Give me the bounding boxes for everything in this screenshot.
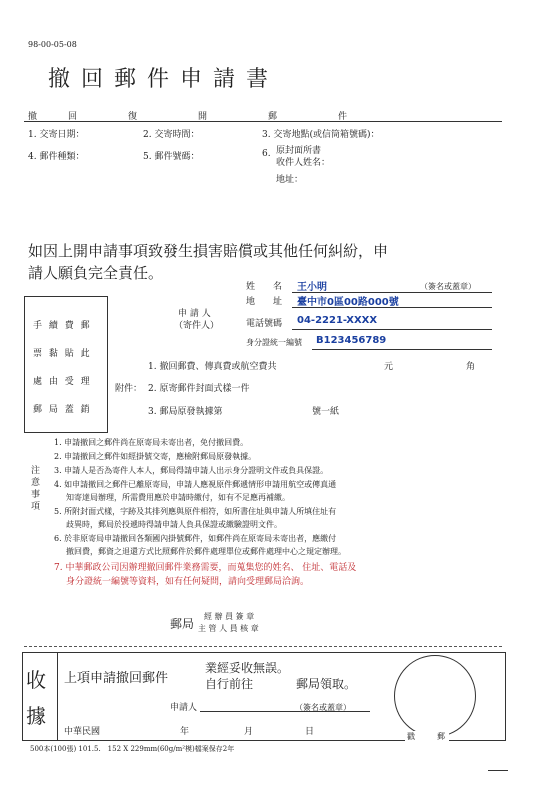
note-7-cont: 身分證統一編號等資料，如有任何疑問，請向受理郵局洽詢。 xyxy=(66,577,310,587)
field-send-date[interactable]: 1. 交寄日期： xyxy=(28,130,85,140)
field-mail-number[interactable]: 5. 郵件號碼： xyxy=(143,152,200,162)
receipt-big-char-2: 據 xyxy=(26,704,46,728)
applicant-sublabel: （寄件人） xyxy=(174,321,220,331)
postmark-label: 戳 郵 xyxy=(407,732,447,741)
receipt-big-char-1: 收 xyxy=(26,668,46,692)
applicant-label: 申 請 人 xyxy=(178,309,211,319)
receipt-applicant: 申請人 xyxy=(170,703,198,713)
receipt-day: 日 xyxy=(305,727,315,737)
declaration-line-2: 請人願負完全責任。 xyxy=(28,264,164,282)
field-send-time[interactable]: 2. 交寄時間： xyxy=(143,130,200,140)
name-label: 姓 名 xyxy=(246,282,283,292)
receipt-sign-note: （簽名或蓋章） xyxy=(295,703,351,712)
postmark-circle xyxy=(394,655,476,737)
receipt-line-2a: 業經妥收無誤。 xyxy=(205,661,290,675)
notes-label: 注 意 事 項 xyxy=(31,466,41,512)
stamp-box-row-1: 手 續 費 郵 xyxy=(33,321,92,331)
form-code: 98-00-05-08 xyxy=(28,40,77,49)
note-4-cont: 知寄達局辦理，所需費用應於申請時繳付，如有不足應再補繳。 xyxy=(66,493,290,502)
stamp-box-row-2: 票 黏 貼 此 xyxy=(33,349,92,359)
field-6-label-a: 原封面所書 xyxy=(276,146,322,156)
attach-item-3-unit: 號一紙 xyxy=(312,407,340,417)
note-2: 2. 申請撤回之郵件如經掛號交寄，應檢附郵局原發執據。 xyxy=(54,452,257,461)
phone-label: 電話號碼 xyxy=(246,319,283,329)
sign-note: （簽名或蓋章） xyxy=(420,282,476,291)
receipt-line-2b: 自行前往 xyxy=(205,677,254,691)
declaration-line-1: 如因上開申請事項致發生損害賠償或其他任何糾紛，申 xyxy=(28,242,389,260)
stamp-box-row-3: 處 由 受 理 xyxy=(33,377,92,387)
attach-unit-jiao: 角 xyxy=(466,362,476,372)
cut-line xyxy=(24,646,502,647)
field-recipient-name[interactable]: 收件人姓名： xyxy=(276,158,331,168)
note-5: 5. 所附封面式樣，字跡及其排列應與原件相符，如所書住址與申請人所填住址有 xyxy=(54,507,337,516)
office-sign-line-2: 主 管 人 員 核 章 xyxy=(198,624,259,633)
field-mail-type[interactable]: 4. 郵件種類： xyxy=(28,152,85,162)
attach-unit-yuan: 元 xyxy=(384,362,394,372)
receipt-month: 月 xyxy=(244,727,254,737)
office-label: 郵局 xyxy=(170,617,195,631)
phone-underline xyxy=(292,329,492,330)
corner-mark xyxy=(488,770,508,771)
divider xyxy=(24,121,502,122)
stamp-box-row-4: 郵 局 蓋 銷 xyxy=(33,405,92,415)
note-1: 1. 申請撤回之郵件尚在原寄局未寄出者，免付撤回費。 xyxy=(54,438,249,447)
id-underline xyxy=(312,349,492,350)
field-send-location[interactable]: 3. 交寄地點(或信筒箱號碼)： xyxy=(262,130,380,140)
receipt-year: 年 xyxy=(180,727,190,737)
name-value[interactable]: 王小明 xyxy=(297,282,327,293)
receipt-line-2c: 郵局領取。 xyxy=(296,677,357,691)
receipt-divider xyxy=(57,652,58,740)
phone-value[interactable]: 04-2221-XXXX xyxy=(297,315,378,326)
field-6-num: 6. xyxy=(262,149,271,159)
address-underline xyxy=(292,307,492,308)
field-recipient-address[interactable]: 地址： xyxy=(276,175,304,185)
note-4: 4. 如申請撤回之郵件已離原寄局，申請人應視原件郵遞情形申請用航空或傳真通 xyxy=(54,480,337,489)
receipt-applicant-underline xyxy=(200,711,370,712)
note-3: 3. 申請人是否為寄件人本人，郵局得請申請人出示身分證明文件或負具保證。 xyxy=(54,466,329,475)
page-title: 撤 回 郵 件 申 請 書 xyxy=(48,67,270,92)
id-label: 身分證統一編號 xyxy=(246,338,302,347)
office-sign-line-1: 經 辦 員 簽 章 xyxy=(204,612,255,621)
note-6: 6. 於非原寄局申請撤回各類國內掛號郵件，如郵件尚在原寄局未寄出者，應繳付 xyxy=(54,534,337,543)
id-value[interactable]: B123456789 xyxy=(316,335,387,346)
attach-item-1: 1. 撤回郵費、傳真費或航空費共 xyxy=(148,362,277,372)
attach-label: 附件： xyxy=(115,384,143,394)
address-value[interactable]: 臺中市0區00路000號 xyxy=(297,297,399,308)
receipt-line-1: 上項申請撤回郵件 xyxy=(64,671,169,686)
note-5-cont: 歧異時，郵局於投遞時得請申請人負具保證或繳驗證明文件。 xyxy=(66,520,282,529)
note-6-cont: 撤回費，郵資之退還方式比照郵件於郵件處理單位或郵件處理中心之規定辦理。 xyxy=(66,547,346,556)
receipt-date-prefix: 中華民國 xyxy=(64,727,101,737)
section-header: 撤 回 復 開 郵 件 xyxy=(28,112,349,122)
footer-info: 500本(100張) 101.5. 152 X 229mm(60g/m²模)檔案保存2年 xyxy=(30,745,235,753)
attach-item-3: 3. 郵局原發執據第 xyxy=(148,407,223,417)
address-label: 地 址 xyxy=(246,297,283,307)
note-7: 7. 中華郵政公司因辦理撤回郵件業務需要，而蒐集您的姓名、 住址、電話及 xyxy=(54,563,357,573)
attach-item-2: 2. 原寄郵件封面式樣一件 xyxy=(148,384,250,394)
